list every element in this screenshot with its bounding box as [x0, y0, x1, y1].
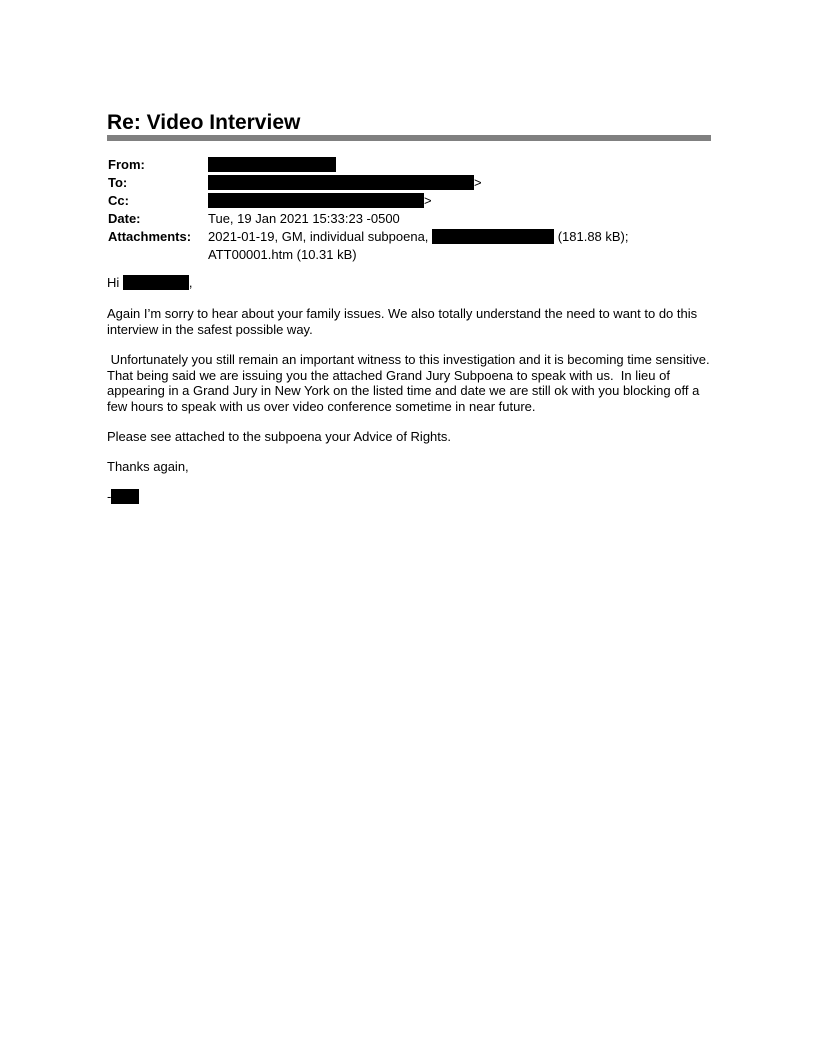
from-label: From:: [108, 157, 145, 172]
email-subject: Re: Video Interview: [107, 111, 301, 134]
redaction-box: [123, 275, 189, 290]
greeting-suffix: ,: [188, 275, 193, 290]
redaction-box: [208, 193, 424, 208]
to-suffix: >: [474, 175, 482, 190]
subject-divider: [107, 135, 711, 141]
attachment-1-name[interactable]: 2021-01-19, GM, individual subpoena,: [208, 229, 429, 244]
email-signature: [107, 489, 712, 505]
greeting-prefix: Hi: [107, 275, 120, 290]
redaction-box: [208, 175, 474, 190]
redaction-box: [432, 229, 554, 244]
to-value: [208, 174, 648, 192]
email-greeting: [107, 275, 712, 291]
signature-prefix: -: [107, 489, 112, 504]
email-closing: Thanks again,: [107, 459, 189, 474]
attachments-value: [208, 228, 648, 264]
date-label: Date:: [108, 211, 141, 226]
attachment-1-size: (181.88 kB);: [557, 229, 629, 244]
email-paragraph-3: Please see attached to the subpoena your Advice of Rights.: [107, 429, 452, 444]
redaction-box: [208, 157, 336, 172]
cc-label: Cc:: [108, 193, 129, 208]
email-paragraph-2: Unfortunately you still remain an important witness to this investigation and it is becoming time sensitive. That being said we are issuing you the attached Grand Jury Subpoena to speak with us. In lieu of appearing in a Grand Jury in New York on the listed time and date we are still ok with you blocking off a few hours to speak with us over video conference sometime in near future.: [107, 352, 717, 414]
to-label: To:: [108, 175, 128, 190]
email-paragraph-1: Again I’m sorry to hear about your family issues. We also totally understand the need to want to do this interview in the safest possible way.: [107, 306, 698, 337]
cc-suffix: >: [424, 193, 432, 208]
attachment-2-name[interactable]: ATT00001.htm (10.31 kB): [208, 247, 357, 262]
from-value: [208, 156, 648, 174]
attachments-label: Attachments:: [108, 229, 192, 244]
date-value: Tue, 19 Jan 2021 15:33:23 -0500: [208, 211, 400, 226]
redaction-box: [111, 489, 139, 504]
cc-value: [208, 192, 648, 210]
